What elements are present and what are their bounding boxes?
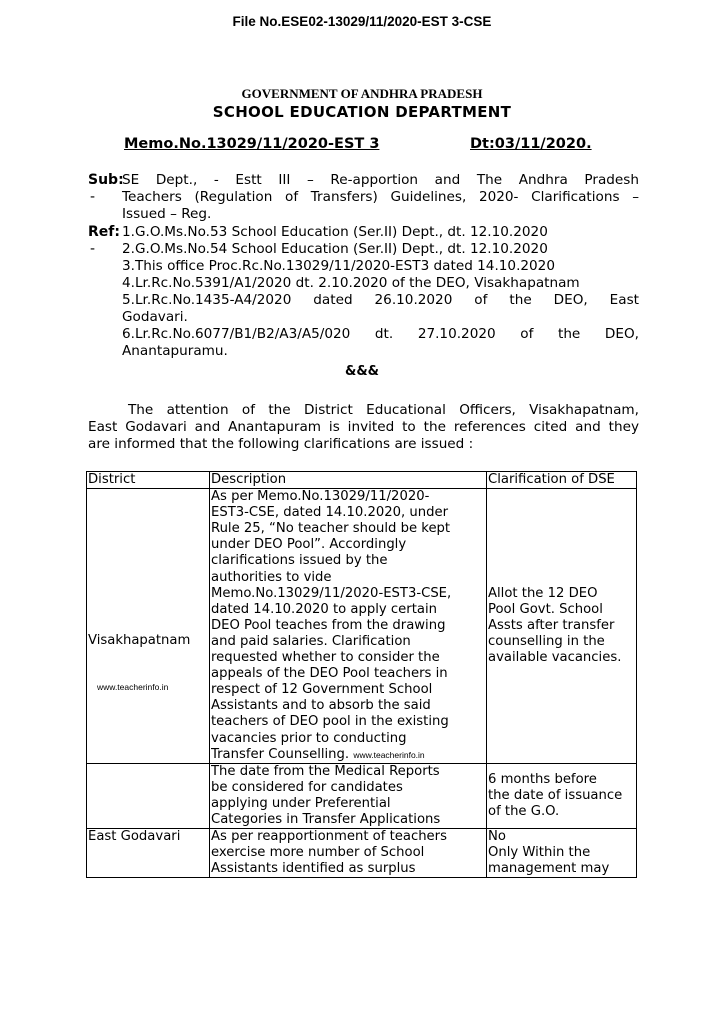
reference-line: 5.Lr.Rc.No.1435-A4/2020 dated 26.10.2020 of the DEO, East	[122, 292, 639, 308]
subject-line: Issued – Reg.	[122, 206, 212, 222]
watermark-text: www.teacherinfo.in	[97, 682, 169, 693]
clarification-line: the date of issuance	[488, 787, 623, 803]
reference-dash: -	[90, 241, 96, 257]
clarification-line: Assts after transfer	[488, 617, 615, 633]
intro-line: The attention of the District Educational Officers, Visakhapatnam,	[128, 402, 639, 418]
table-row	[87, 763, 637, 828]
memo-date: Dt:03/11/2020.	[470, 136, 592, 152]
reference-line: 3.This office Proc.Rc.No.13029/11/2020-EST3 dated 14.10.2020	[122, 258, 555, 274]
subject-dash: -	[90, 189, 96, 205]
file-number: File No.ESE02-13029/11/2020-EST 3-CSE	[232, 14, 492, 29]
description-line: The date from the Medical Reports	[211, 763, 440, 779]
subject-line: Teachers (Regulation of Transfers) Guidelines, 2020- Clarifications –	[122, 189, 639, 205]
header-description: Description	[210, 472, 487, 489]
intro-line: are informed that the following clarifications are issued :	[88, 436, 474, 452]
table-row	[87, 489, 637, 764]
clarification-cell	[487, 829, 637, 878]
header-clarification: Clarification of DSE	[487, 472, 637, 489]
description-cell	[210, 829, 487, 878]
department-title: SCHOOL EDUCATION DEPARTMENT	[212, 103, 512, 121]
government-title: GOVERNMENT OF ANDHRA PRADESH	[241, 86, 483, 101]
description-line: under DEO Pool”. Accordingly	[211, 537, 407, 553]
district-cell	[87, 489, 210, 764]
clarification-table	[86, 471, 637, 878]
header-district: District	[87, 472, 210, 489]
description-text: Transfer Counselling.	[211, 746, 350, 762]
subject-line: SE Dept., - Estt III – Re-apportion and The Andhra Pradesh	[122, 172, 639, 188]
description-line: Memo.No.13029/11/2020-EST3-CSE,	[211, 585, 452, 601]
separator: &&&	[344, 364, 379, 379]
clarification-line: Pool Govt. School	[488, 601, 603, 617]
description-line: As per reapportionment of teachers	[211, 829, 447, 845]
description-line: authorities to vide	[211, 569, 332, 585]
description-line: As per Memo.No.13029/11/2020-	[211, 489, 430, 505]
description-cell	[210, 763, 487, 828]
clarification-line: counselling in the	[488, 633, 605, 649]
district-name: Visakhapatnam	[88, 632, 191, 648]
clarification-cell	[487, 489, 637, 764]
reference-line: Anantapuramu.	[122, 343, 228, 359]
table-row	[87, 829, 637, 878]
reference-line: Godavari.	[122, 309, 188, 325]
subject-label: Sub:	[88, 172, 124, 188]
description-line: EST3-CSE, dated 14.10.2020, under	[211, 505, 449, 521]
description-line-last	[211, 747, 485, 763]
description-line: requested whether to consider the	[211, 650, 440, 666]
clarification-line: Only Within the	[488, 845, 591, 861]
description-line: vacancies prior to conducting	[211, 730, 407, 746]
memo-number: Memo.No.13029/11/2020-EST 3	[124, 136, 380, 152]
clarification-cell	[487, 763, 637, 828]
description-line: and paid salaries. Clarification	[211, 633, 411, 649]
reference-line: 4.Lr.Rc.No.5391/A1/2020 dt. 2.10.2020 of the DEO, Visakhapatnam	[122, 275, 580, 291]
description-line: teachers of DEO pool in the existing	[211, 714, 449, 730]
clarification-line: of the G.O.	[488, 803, 560, 819]
reference-line: 6.Lr.Rc.No.6077/B1/B2/A3/A5/020 dt. 27.10.2020 of the DEO,	[122, 326, 639, 342]
clarification-line: management may	[488, 861, 610, 877]
description-line: be considered for candidates	[211, 779, 403, 795]
description-line: exercise more number of School	[211, 845, 425, 861]
clarification-line: available vacancies.	[488, 650, 622, 666]
intro-line: East Godavari and Anantapuram is invited to the references cited and they	[88, 419, 639, 435]
description-line: DEO Pool teaches from the drawing	[211, 617, 446, 633]
reference-label: Ref:	[88, 224, 120, 240]
reference-line: 1.G.O.Ms.No.53 School Education (Ser.II) Dept., dt. 12.10.2020	[122, 224, 548, 240]
clarification-line: Allot the 12 DEO	[488, 585, 598, 601]
description-line: dated 14.10.2020 to apply certain	[211, 601, 437, 617]
reference-line: 2.G.O.Ms.No.54 School Education (Ser.II) Dept., dt. 12.10.2020	[122, 241, 548, 257]
description-line: appeals of the DEO Pool teachers in	[211, 666, 448, 682]
description-cell	[210, 489, 487, 764]
description-line: Assistants identified as surplus	[211, 861, 416, 877]
clarification-line: No	[488, 829, 506, 845]
description-line: clarifications issued by the	[211, 553, 388, 569]
description-line: respect of 12 Government School	[211, 682, 433, 698]
table-header-row	[87, 472, 637, 489]
description-line: applying under Preferential	[211, 795, 391, 811]
clarification-line: 6 months before	[488, 771, 597, 787]
description-line: Categories in Transfer Applications	[211, 811, 441, 827]
district-cell	[87, 763, 210, 828]
watermark-text: www.teacherinfo.in	[353, 749, 425, 760]
description-line: Assistants and to absorb the said	[211, 698, 431, 714]
district-cell: East Godavari	[87, 829, 210, 878]
description-line: Rule 25, “No teacher should be kept	[211, 521, 451, 537]
